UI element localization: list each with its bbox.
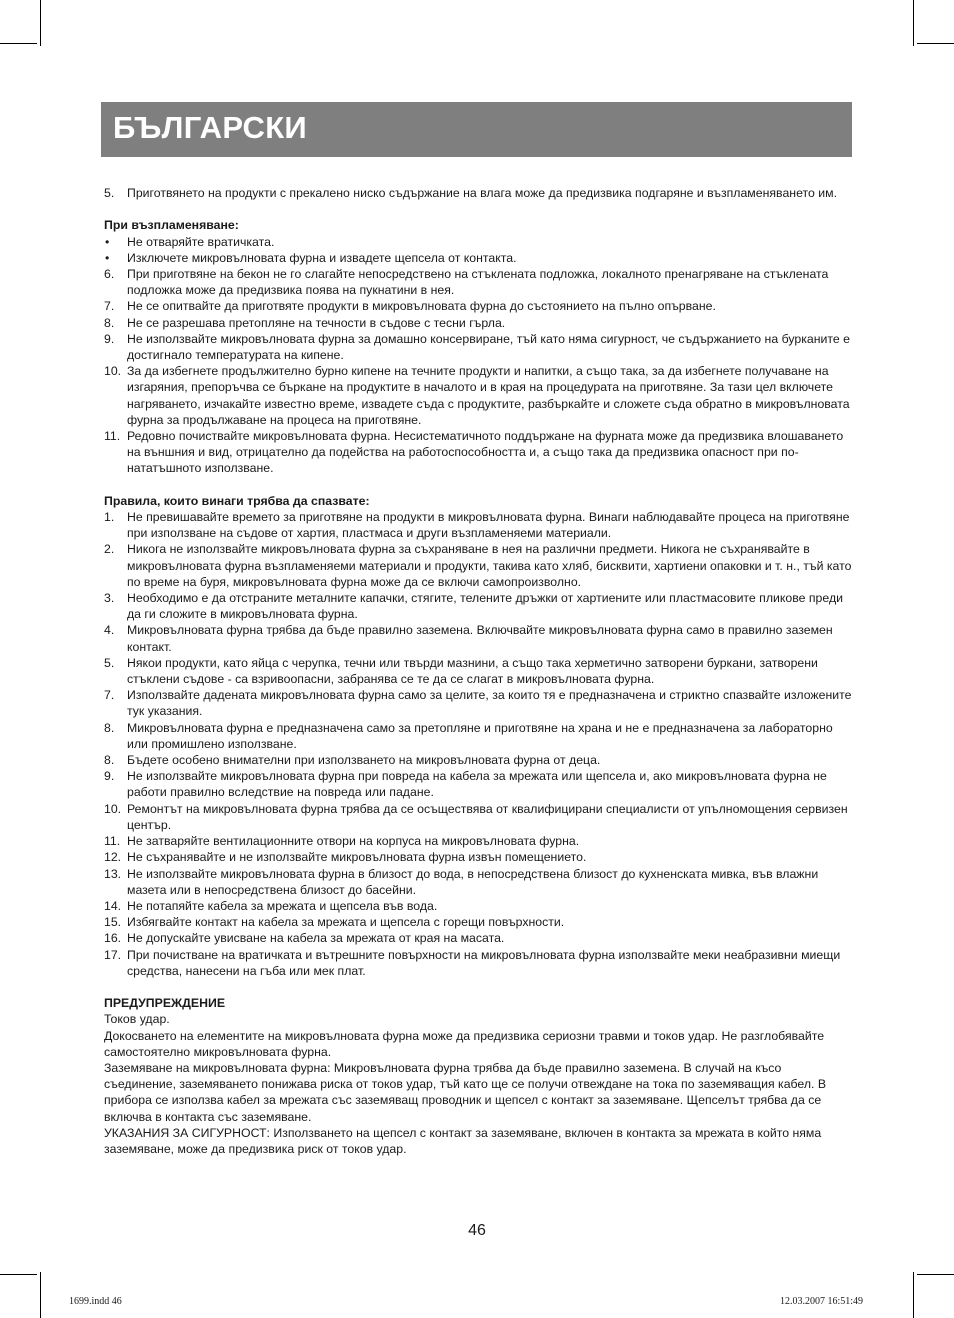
list-item-text: Приготвянето на продукти с прекалено ниско съдържание на влага може да предизвика подгаряне и възпламеняването им. (127, 186, 837, 200)
list-item (104, 622, 852, 654)
crop-mark (917, 1274, 954, 1275)
list-item-number: 2. (104, 542, 115, 557)
warning-paragraphs (104, 1011, 852, 1157)
list-item-number: 11. (104, 834, 121, 849)
list-item-number: • (105, 234, 110, 249)
list-item (104, 298, 852, 314)
list-item-number: 3. (104, 591, 115, 606)
list-item-number: 9. (104, 769, 115, 784)
list-item-text: Редовно почиствайте микровълновата фурна. Несистематичното поддържане на фурната може да предизвика влошаването на външния и вид, отрицателно да подейства на работоспособността и, а също така да предизвика опасност при по-нататъшното използване. (127, 429, 844, 476)
list-item-text: Микровълновата фурна трябва да бъде правилно заземена. Включвайте микровълновата фурна само в правилно заземен контакт. (127, 623, 833, 654)
list-item (104, 331, 852, 363)
list-item (104, 801, 852, 833)
crop-mark (0, 43, 37, 44)
list-item-text: Никога не използвайте микровълновата фурна за съхраняване в нея на различни предмети. Никога не съхранявайте в микровълновата фурна възпламеняеми материали и продукти, такива като хляб, бисквити, хартиени опаковки и т. н., тъй като по време на буря, микровълновата фурна може да се включи самопроизволно. (127, 542, 852, 589)
list-item-number: 10. (104, 801, 122, 816)
ignition-list (104, 234, 852, 477)
list-item-number: 15. (104, 915, 122, 930)
list-item-text: За да избегнете продължително бурно кипене на течните продукти и напитки, а също така, за да избегнете получаване на изгаряния, препоръчва се бъркане на продуктите в началото и в края на процедурата на приготвяне. За тази цел включете нагряването, изчакайте известно време, извадете съда с продуктите, разбъркайте и сложете съда обратно в микровълновата фурна за продължаване на процеса на приготвяне. (127, 364, 850, 427)
list-item-number: 14. (104, 898, 122, 913)
list-item-number: 1. (104, 510, 115, 525)
list-item-text: Избягвайте контакт на кабела за мрежата и щепсела с горещи повърхности. (127, 915, 565, 930)
list-item (104, 590, 852, 622)
list-item (104, 720, 852, 752)
section-heading-rules: Правила, които винаги трябва да спазвате: (104, 493, 370, 508)
list-item (104, 234, 852, 250)
crop-mark (913, 0, 914, 46)
list-item (104, 428, 852, 477)
list-item-text: Използвайте дадената микровълновата фурна само за целите, за които тя е предназначена и стриктно спазвайте изложените тук указания. (127, 688, 852, 719)
list-item (104, 752, 852, 768)
list-item-number: 7. (104, 688, 115, 703)
list-item-number: 6. (104, 267, 115, 281)
slug-file-info: 1699.indd 46 (69, 1296, 122, 1307)
list-item-number: 9. (104, 331, 115, 346)
list-item (104, 914, 852, 930)
list-item-text: Необходимо е да отстраните металните капачки, стягите, телените дръжки от хартиените или пластмасовите пликове преди да ги сложите в микровълновата фурна. (127, 591, 844, 622)
list-item-text: Не се разрешава претопляне на течности в съдове с тесни гърла. (127, 315, 506, 330)
list-item (104, 185, 852, 201)
list-item-number: 5. (104, 186, 115, 200)
list-item-number: 8. (104, 315, 115, 330)
warning-paragraph: Заземяване на микровълновата фурна: Микровълновата фурна трябва да бъде правилно заземена. В случай на късо съединение, заземяването понижава риска от токов удар, тъй като ще се получи отвеждане на тока по заземяващия кабел. В прибора се използва кабел за мрежата със заземяващ проводник и щепсел с контакт за заземяване. Щепселът трябва да се включва в контакта със заземяване. (104, 1060, 827, 1124)
list-item-text: Не използвайте микровълновата фурна при повреда на кабела за мрежата или щепсела и, ако микровълновата фурна не работи правилно вследствие на повреда или падане. (127, 769, 827, 800)
warning-paragraph: УКАЗАНИЯ ЗА СИГУРНОСТ: Използването на щепсел с контакт за заземяване, включен в контакта за мрежата в който няма заземяване, може да предизвика риск от токов удар. (104, 1125, 822, 1156)
list-item (104, 947, 852, 979)
list-item-text: При приготвяне на бекон не го слагайте непосредствено на стъклената подложка, локалното пренагряване на стъклената подложка може да предизвика поява на пукнатини в нея. (127, 267, 829, 298)
list-item-number: 4. (104, 623, 115, 638)
crop-mark (913, 1272, 914, 1318)
page-title: БЪЛГАРСКИ (113, 110, 308, 145)
list-item-text: При почистване на вратичката и вътрешните повърхности на микровълновата фурна използвайте меки неабразивни миещи средства, нанесени на гъба или мек плат. (127, 947, 841, 978)
list-item-text: Изключете микровълновата фурна и извадете щепсела от контакта. (127, 250, 517, 265)
list-item-number: 8. (104, 720, 115, 735)
list-item (104, 250, 852, 266)
warning-paragraph: Токов удар. (104, 1012, 170, 1027)
list-item-number: 10. (104, 364, 122, 379)
list-item (104, 363, 852, 428)
list-item-text: Не използвайте микровълновата фурна за домашно консервиране, тъй като няма сигурност, че съдържанието на бурканите е достигнало температурата на кипене. (127, 331, 850, 363)
list-item-text: Не използвайте микровълновата фурна в близост до вода, в непосредствена близост до кухненската мивка, във влажни мазета или в непосредствена близост до басейни. (127, 866, 819, 897)
list-item-text: Не се опитвайте да приготвяте продукти в микровълновата фурна до състоянието на пълно опърване. (127, 299, 716, 314)
list-item-number: 17. (104, 947, 122, 962)
list-item-text: Някои продукти, като яйца с черупка, течни или твърди мазнини, а също така херметично затворени буркани, затворени стъклени съдове - са взривоопасни, забранява се те да се слагат в микровълновата фурна. (127, 655, 818, 687)
section-heading-warning: ПРЕДУПРЕЖДЕНИЕ (104, 996, 226, 1011)
list-item (104, 930, 852, 946)
crop-mark (40, 1272, 41, 1318)
list-item-number: 8. (104, 753, 115, 768)
list-item-number: 5. (104, 655, 115, 670)
list-item (104, 266, 852, 298)
list-item (104, 541, 852, 590)
intro-list (104, 185, 852, 201)
list-item (104, 866, 852, 898)
list-item (104, 509, 852, 541)
warning-paragraph: Докосването на елементите на микровълновата фурна може да предизвика сериозни травми и токов удар. Не разглобявайте самостоятелно микровълновата фурна. (104, 1028, 825, 1059)
list-item-text: Бъдете особено внимателни при използването на микровълновата фурна от деца. (127, 753, 601, 768)
rules-list (104, 509, 852, 979)
crop-mark (0, 1274, 37, 1275)
list-item (104, 655, 852, 687)
list-item (104, 898, 852, 914)
list-item-number: 7. (104, 299, 115, 314)
list-item (104, 315, 852, 331)
list-item-number: • (105, 250, 110, 265)
list-item (104, 849, 852, 865)
list-item-text: Микровълновата фурна е предназначена само за претопляне и приготвяне на храна и не е предназначена за лабораторно или промишлено използване. (127, 720, 833, 751)
document-body (104, 185, 852, 1157)
language-banner (101, 102, 852, 157)
page-number: 46 (468, 1222, 486, 1239)
crop-mark (40, 0, 41, 46)
list-item-text: Не допускайте увисване на кабела за мрежата от края на масата. (127, 931, 505, 946)
list-item (104, 768, 852, 800)
list-item-text: Не потапяйте кабела за мрежата и щепсела във вода. (127, 898, 438, 913)
section-heading-ignition: При възпламеняване: (104, 218, 239, 233)
list-item-text: Ремонтът на микровълновата фурна трябва да се осъществява от квалифицирани специалисти от упълномощения сервизен център. (127, 801, 848, 832)
list-item-text: Не съхранявайте и не използвайте микровълновата фурна извън помещението. (127, 850, 587, 865)
slug-date-info: 12.03.2007 16:51:49 (780, 1296, 864, 1307)
list-item-number: 12. (104, 850, 122, 865)
list-item-number: 13. (104, 866, 122, 881)
list-item-text: Не превишавайте времето за приготвяне на продукти в микровълновата фурна. Винаги наблюдавайте процеса на приготвяне при използване на съдове от хартия, пластмаса и други възпламеняеми материали. (127, 510, 850, 541)
list-item-text: Не затваряйте вентилационните отвори на корпуса на микровълновата фурна. (127, 834, 580, 849)
list-item-text: Не отваряйте вратичката. (127, 234, 275, 249)
list-item-number: 11. (104, 429, 121, 444)
crop-mark (917, 43, 954, 44)
list-item (104, 833, 852, 849)
list-item (104, 687, 852, 719)
list-item-number: 16. (104, 931, 122, 946)
